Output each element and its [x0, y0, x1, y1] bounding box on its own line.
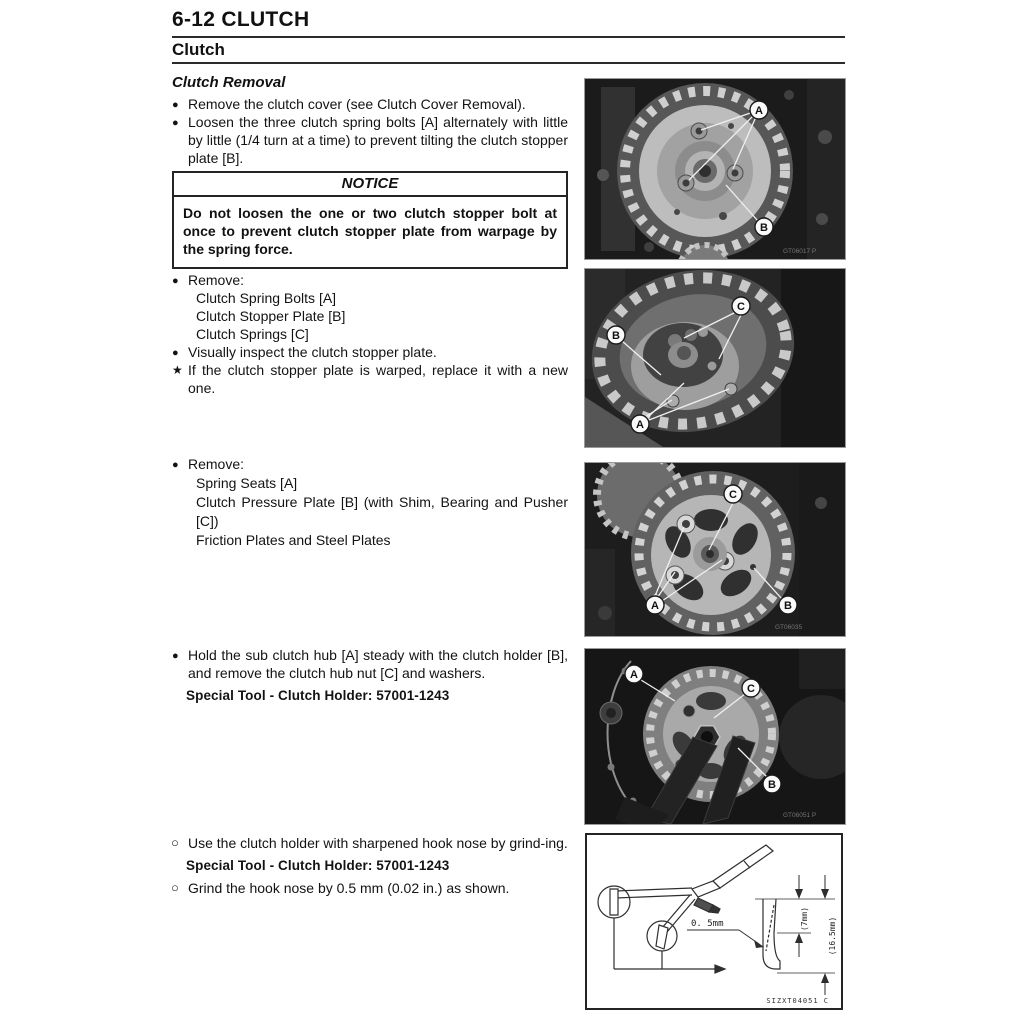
callout-label-a	[646, 596, 664, 614]
list-item: Friction Plates and Steel Plates	[196, 532, 391, 548]
bullet-icon: ●	[172, 347, 179, 359]
hold-step-block	[172, 646, 568, 705]
circle-bullet-icon: ○	[171, 835, 179, 850]
list-item: Clutch Spring Bolts [A]	[196, 290, 337, 306]
callout-label-a	[631, 415, 649, 433]
notice-title: NOTICE	[174, 173, 566, 197]
notice-box	[172, 171, 568, 269]
list-item: Clutch Stopper Plate [B]	[196, 308, 346, 324]
photo4-graphic	[585, 649, 845, 824]
step-text: Remove the clutch cover (see Clutch Cover Removal).	[188, 96, 526, 112]
list-item: Clutch Pressure Plate [B] (with Shim, Bearing and Pusher [C])	[196, 494, 568, 529]
step-remove-cover	[172, 95, 568, 113]
callout-label-a	[625, 665, 643, 683]
photo-code: GT06035	[775, 624, 803, 631]
step-text: Visually inspect the clutch stopper plate.	[188, 344, 437, 360]
remove-list-2	[172, 455, 568, 550]
step-loosen-bolts	[172, 113, 568, 167]
special-tool: Special Tool - Clutch Holder: 57001-1243	[186, 688, 450, 703]
step-hold-hub	[172, 646, 568, 682]
label-a-text: A	[636, 419, 644, 431]
callout-label-b	[755, 218, 773, 236]
bullet-icon: ●	[172, 459, 179, 471]
offset-label: 0. 5mm	[691, 919, 724, 929]
photo1-graphic	[585, 79, 845, 259]
step-remove	[172, 455, 568, 474]
bullet-icon: ●	[172, 650, 179, 662]
step-text: Remove:	[188, 272, 245, 288]
header-divider	[172, 36, 845, 38]
photo3-graphic	[585, 463, 845, 636]
list-item: Spring Seats [A]	[196, 475, 298, 491]
callout-label-c	[724, 485, 742, 503]
list-item: Clutch Springs [C]	[196, 326, 309, 342]
dimension-16-5mm	[821, 875, 837, 995]
intro-steps	[172, 95, 568, 167]
remove-list-1	[172, 271, 568, 397]
page-title: 6-12 CLUTCH	[172, 8, 310, 31]
label-a-text: A	[630, 669, 638, 681]
callout-label-c	[742, 679, 760, 697]
label-c-text: C	[737, 301, 745, 313]
step-text: Remove:	[188, 456, 245, 472]
label-b-text: B	[768, 779, 776, 791]
photo-clutch-spring-bolts	[584, 78, 846, 260]
step-text: If the clutch stopper plate is warped, replace it with a new one.	[188, 362, 568, 396]
notice-body: Do not loosen the one or two clutch stopper bolt at once to prevent clutch stopper plate from warpage by the spring force.	[183, 205, 557, 257]
subsection-title: Clutch Removal	[172, 74, 286, 91]
callout-label-b	[779, 596, 797, 614]
dim-16-5mm-label: (16.5mm)	[828, 916, 837, 956]
bullet-icon: ●	[172, 99, 179, 111]
bullet-icon: ●	[172, 275, 179, 287]
photo-pressure-plate	[584, 462, 846, 637]
circle-bullet-icon: ○	[171, 880, 179, 895]
step-star-note	[172, 361, 568, 397]
bullet-icon: ●	[172, 117, 179, 129]
step-inspect	[172, 343, 568, 361]
grind-block	[172, 834, 568, 897]
photo-code: GT06017 P	[783, 248, 817, 255]
hook-detail	[763, 899, 780, 969]
callout-label-a	[750, 101, 768, 119]
dim-7mm-label: (7mm)	[800, 906, 809, 932]
special-tool: Special Tool - Clutch Holder: 57001-1243	[186, 858, 450, 873]
step-grind-nose	[172, 879, 568, 897]
step-text: Grind the hook nose by 0.5 mm (0.02 in.) as shown.	[188, 880, 510, 896]
label-b-text: B	[612, 330, 620, 342]
extension-lines	[755, 899, 835, 973]
callout-label-b	[607, 326, 625, 344]
callout-label-c	[732, 297, 750, 315]
label-a-text: A	[755, 105, 763, 117]
step-text: Hold the sub clutch hub [A] steady with the clutch holder [B], and remove the clutch hub nut [C] and washers.	[188, 647, 568, 681]
step-text: Use the clutch holder with sharpened hook nose by grind-ing.	[188, 835, 568, 851]
step-remove	[172, 271, 568, 289]
tool-drawing	[598, 845, 773, 973]
section-divider	[172, 62, 845, 64]
star-icon: ★	[172, 363, 183, 377]
photo2-graphic	[585, 269, 845, 447]
dimension-7mm	[795, 875, 809, 957]
callout-label-b	[763, 775, 781, 793]
step-text: Loosen the three clutch spring bolts [A] alternately with little by little (1/4 turn at a time) to prevent tilting the clutch stopper plate [B].	[188, 114, 568, 166]
photo-clutch-stopper-plate	[584, 268, 846, 448]
diagram-graphic	[587, 835, 841, 1008]
photo-clutch-holder	[584, 648, 846, 825]
clutch-holder-grinding-diagram	[585, 833, 843, 1010]
label-b-text: B	[760, 222, 768, 234]
label-c-text: C	[729, 489, 737, 501]
step-use-holder	[172, 834, 568, 852]
label-c-text: C	[747, 683, 755, 695]
diagram-code: SIZXT04051 C	[766, 997, 829, 1005]
offset-callout	[687, 919, 764, 948]
label-b-text: B	[784, 600, 792, 612]
photo-code: GT06051 P	[783, 812, 817, 819]
label-a-text: A	[651, 600, 659, 612]
section-title: Clutch	[172, 40, 225, 59]
